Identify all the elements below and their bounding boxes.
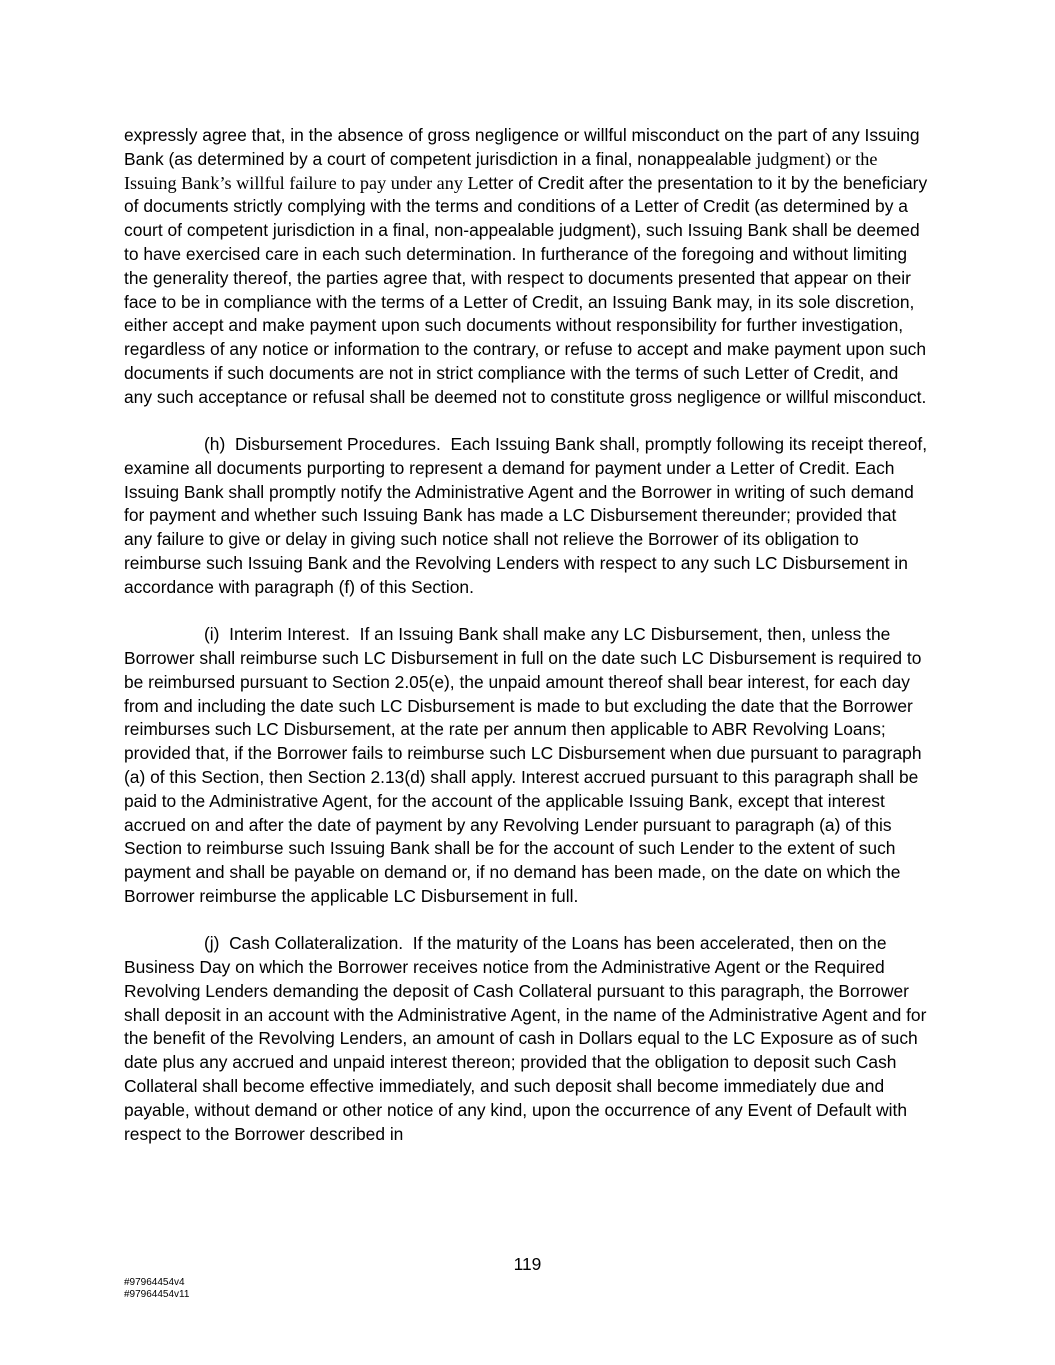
paragraph-i-heading: Interim Interest.: [229, 624, 350, 645]
page-number: 119: [513, 1254, 542, 1274]
paragraph-j: [124, 932, 928, 1146]
paragraph-i-marker: (i): [204, 624, 220, 645]
paragraph-h: [124, 433, 928, 600]
document-id-secondary: #97964454v11: [124, 1289, 190, 1300]
paragraph-continuation-serif-run: judgment) or the Issuing Bank’s willful failure to pay under any L: [124, 148, 878, 193]
paragraph-j-marker: (j): [204, 933, 220, 954]
paragraph-continuation: [124, 124, 928, 410]
paragraph-j-heading: Cash Collateralization.: [229, 933, 404, 954]
document-id-primary: #97964454v4: [124, 1277, 185, 1288]
paragraph-h-marker: (h): [204, 434, 226, 455]
paragraph-h-text: Each Issuing Bank shall, promptly following its receipt thereof, examine all documents purporting to represent a demand for payment under a Letter of Credit. Each Issuing Bank shall promptly notify the Administrative Agent and the Borrower in writing of such demand for payment and whether such Issuing Bank has made a LC Disbursement thereunder; provided that any failure to give or delay in giving such notice shall not relieve the Borrower of its obligation to reimburse such Issuing Bank and the Revolving Lenders with respect to any such LC Disbursement in accordance with paragraph (f) of this Section.: [124, 434, 928, 597]
paragraph-j-text: If the maturity of the Loans has been accelerated, then on the Business Day on which the Borrower receives notice from the Administrative Agent or the Required Revolving Lenders demanding the deposit of Cash Collateral pursuant to this paragraph, the Borrower shall deposit in an account with the Administrative Agent, in the name of the Administrative Agent and for the benefit of the Revolving Lenders, an amount of cash in Dollars equal to the LC Exposure as of such date plus any accrued and unpaid interest thereon; provided that the obligation to deposit such Cash Collateral shall become effective immediately, and such deposit shall become immediately due and payable, without demand or other notice of any kind, upon the occurrence of any Event of Default with respect to the Borrower described in: [124, 933, 927, 1144]
paragraph-i: [124, 623, 928, 909]
paragraph-i-text: If an Issuing Bank shall make any LC Disbursement, then, unless the Borrower shall reimburse such LC Disbursement in full on the date such LC Disbursement is required to be reimbursed pursuant to Section 2.05(e), the unpaid amount thereof shall bear interest, for each day from and including the date such LC Disbursement is made to but excluding the date that the Borrower reimburses such LC Disbursement, at the rate per annum then applicable to ABR Revolving Loans; provided that, if the Borrower fails to reimburse such LC Disbursement when due pursuant to paragraph (a) of this Section, then Section 2.13(d) shall apply. Interest accrued pursuant to this paragraph shall be paid to the Administrative Agent, for the account of the applicable Issuing Bank, except that interest accrued on and after the date of payment by any Revolving Lender pursuant to paragraph (a) of this Section to reimburse such Issuing Bank shall be for the account of such Lender to the extent of such payment and shall be payable on demand or, if no demand has been made, on the date on which the Borrower reimburse the applicable LC Disbursement in full.: [124, 624, 922, 906]
paragraph-continuation-text-b: etter of Credit after the presentation to it by the beneficiary of documents strictly complying with the terms and conditions of a Letter of Credit (as determined by a court of competent jurisdiction in a final, non-appealable judgment), such Issuing Bank shall be deemed to have exercised care in each such determination. In furtherance of the foregoing and without limiting the generality thereof, the parties agree that, with respect to documents presented that appear on their face to be in compliance with the terms of a Letter of Credit, an Issuing Bank may, in its sole discretion, either accept and make payment upon such documents without responsibility for further investigation, regardless of any notice or information to the contrary, or refuse to accept and make payment upon such documents if such documents are not in strict compliance with the terms of such Letter of Credit, and any such acceptance or refusal shall be deemed not to constitute gross negligence or willful misconduct.: [124, 172, 928, 407]
document-id-stamp: [124, 1277, 189, 1301]
document-body: [124, 124, 928, 1146]
paragraph-continuation-text-a: expressly agree that, in the absence of gross negligence or willful misconduct on the part of any Issuing Bank (as determined by a court of competent jurisdiction in a final, nonappealable: [124, 125, 920, 169]
paragraph-h-heading: Disbursement Procedures.: [234, 434, 441, 455]
